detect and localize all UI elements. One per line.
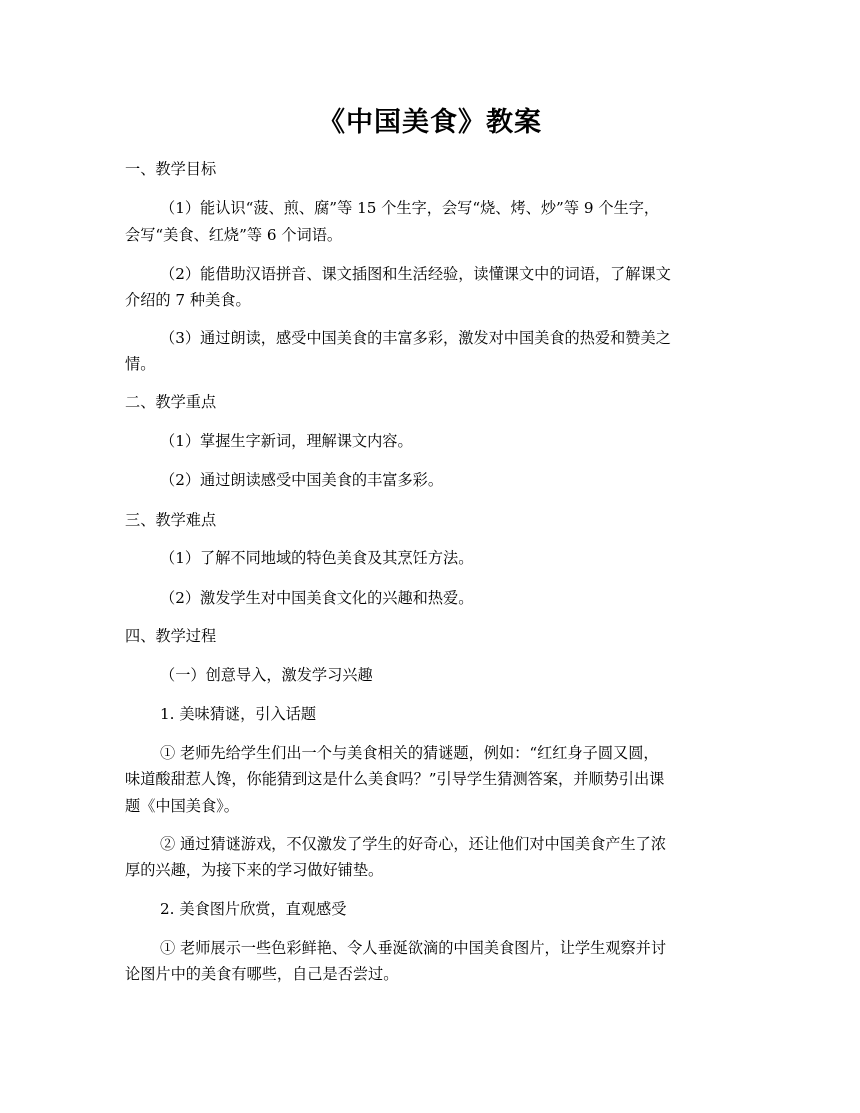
paragraph-line: 厚的兴趣，为接下来的学习做好铺垫。 [125,861,384,879]
paragraph-line: ② 通过猜谜游戏，不仅激发了学生的好奇心，还让他们对中国美食产生了浓 [160,835,667,853]
paragraph-line: 味道酸甜惹人馋，你能猜到这是什么美食吗？”引导学生猜测答案，并顺势引出课 [125,770,665,788]
paragraph-line: 题《中国美食》。 [125,797,239,815]
section-heading-difficulties: 三、教学难点 [125,511,217,529]
paragraph-line: ① 老师先给学生们出一个与美食相关的猜谜题，例如：“红红身子圆又圆， [160,744,659,762]
section-heading-key-points: 二、教学重点 [125,393,217,411]
section-heading-goals: 一、教学目标 [125,160,217,178]
paragraph-line: （2）激发学生对中国美食文化的兴趣和热爱。 [160,589,474,607]
paragraph-line: 情。 [125,355,156,373]
step-heading: 2. 美食图片欣赏，直观感受 [160,900,347,918]
paragraph-line: ① 老师展示一些色彩鲜艳、令人垂涎欲滴的中国美食图片，让学生观察并讨 [160,939,667,957]
step-heading: 1. 美味猜谜，引入话题 [160,705,317,723]
paragraph-line: 介绍的 7 种美食。 [125,291,251,309]
paragraph-line: （1）掌握生字新词，理解课文内容。 [160,432,413,450]
subsection-heading: （一）创意导入，激发学习兴趣 [160,666,373,684]
paragraph-line: （1）了解不同地域的特色美食及其烹饪方法。 [160,549,474,567]
paragraph-line: （1）能认识“菠、煎、腐”等 15 个生字，会写“烧、烤、炒”等 9 个生字， [160,199,660,217]
document-title: 《中国美食》教案 [318,107,542,138]
paragraph-line: （2）能借助汉语拼音、课文插图和生活经验，读懂课文中的词语，了解课文 [160,265,671,283]
section-heading-process: 四、教学过程 [125,627,217,645]
paragraph-line: （3）通过朗读，感受中国美食的丰富多彩，激发对中国美食的热爱和赞美之 [160,329,671,347]
paragraph-line: （2）通过朗读感受中国美食的丰富多彩。 [160,471,444,489]
paragraph-line: 会写“美食、红烧”等 6 个词语。 [125,226,343,244]
paragraph-line: 论图片中的美食有哪些，自己是否尝过。 [125,965,399,983]
